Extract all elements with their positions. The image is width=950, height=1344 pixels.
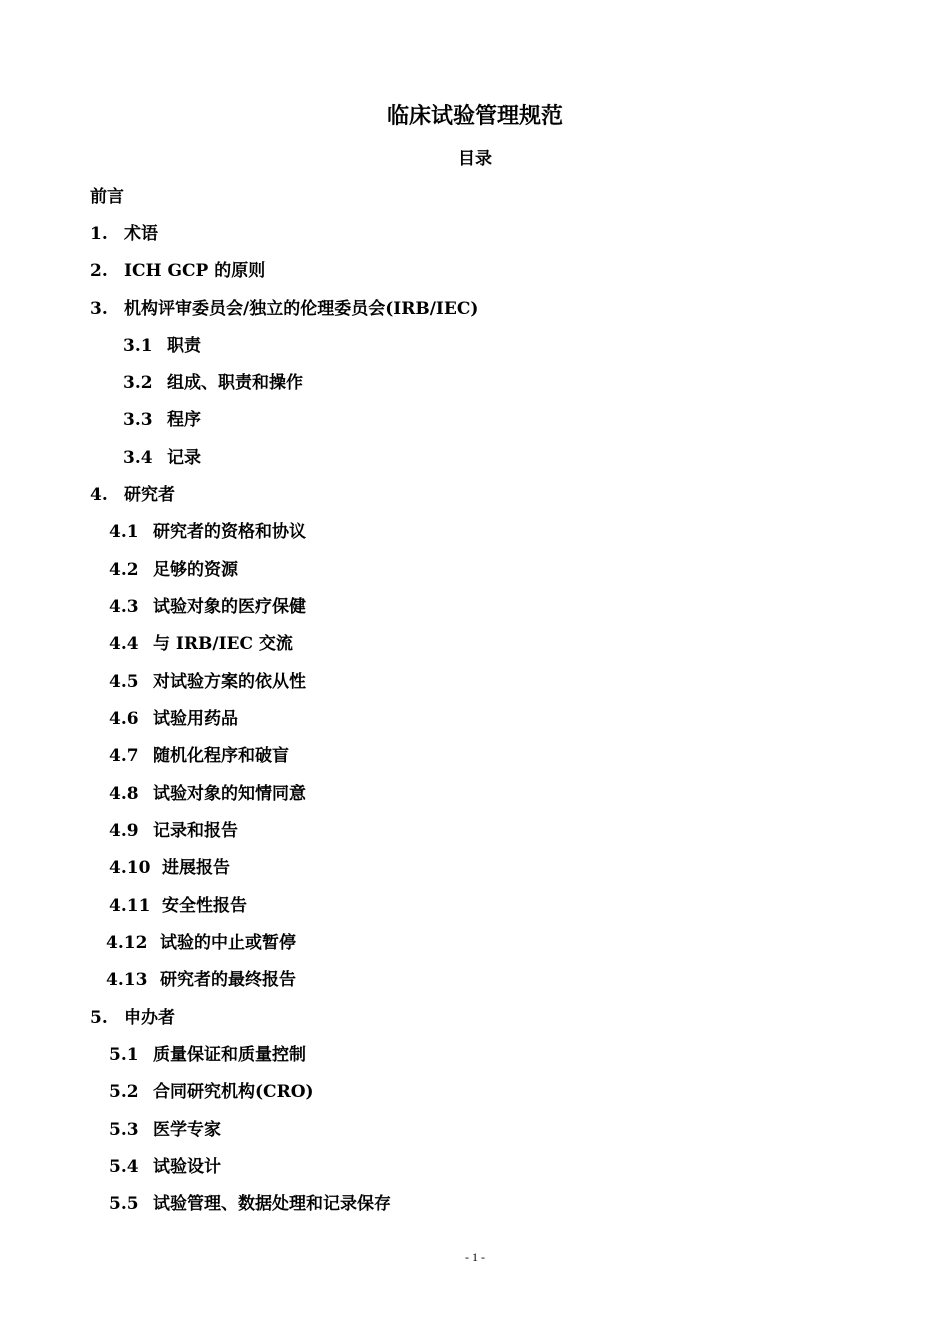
toc-entry-number: 4.10 [109,858,151,878]
toc-entry-number: 4.1 [109,522,139,542]
toc-entry-text: 试验用药品 [153,709,238,729]
toc-entry-text: 试验设计 [153,1157,221,1177]
toc-entry-4-12[interactable] [106,930,296,956]
toc-entry-number: 3. [90,299,108,319]
toc-entry-number: 4.7 [109,746,139,766]
toc-entry-5-5[interactable] [109,1191,391,1217]
toc-entry-text: 前言 [90,187,124,207]
toc-entry-5-4[interactable] [109,1154,221,1180]
toc-entry-number: 4.2 [109,560,139,580]
toc-entry-4-6[interactable] [109,706,238,732]
toc-entry-number: 4. [90,485,108,505]
toc-entry-text: 安全性报告 [162,896,247,916]
toc-entry-number: 4.13 [106,970,148,990]
toc-entry-number: 4.3 [109,597,139,617]
toc-entry-text: 对试验方案的依从性 [153,672,306,692]
toc-entry-3-3[interactable] [123,407,201,433]
toc-entry-text: 研究者 [124,485,175,505]
toc-entry-number: 5.5 [109,1194,139,1214]
toc-entry-number: 5.2 [109,1082,139,1102]
toc-entry-4[interactable] [90,482,175,508]
toc-entry-text: 研究者的资格和协议 [153,522,306,542]
toc-entry-number: 5. [90,1008,108,1028]
toc-entry-text: 试验对象的医疗保健 [153,597,306,617]
toc-entry-3-4[interactable] [123,445,201,471]
toc-entry-number: 4.9 [109,821,139,841]
toc-entry-number: 4.5 [109,672,139,692]
toc-entry-5-1[interactable] [109,1042,306,1068]
toc-entry-text: 合同研究机构(CRO) [153,1082,314,1102]
toc-heading: 目录 [458,149,492,169]
toc-entry-3-1[interactable] [123,333,201,359]
toc-entry-4-5[interactable] [109,669,306,695]
toc-entry-text: ICH GCP 的原则 [124,261,266,281]
toc-entry-number: 2. [90,261,108,281]
page-number: - 1 - [465,1250,485,1264]
toc-entry-number: 4.8 [109,784,139,804]
toc-entry-text: 质量保证和质量控制 [153,1045,306,1065]
toc-entry-4-9[interactable] [109,818,238,844]
toc-entry-text: 与 IRB/IEC 交流 [153,634,293,654]
toc-entry-number: 4.11 [109,896,151,916]
toc-entry-number: 1. [90,224,108,244]
toc-entry-text: 术语 [124,224,158,244]
toc-entry-text: 记录和报告 [153,821,238,841]
toc-entry-number: 5.3 [109,1120,139,1140]
toc-entry-text: 组成、职责和操作 [167,373,303,393]
toc-entry-1[interactable] [90,221,158,247]
toc-entry-preface[interactable] [90,184,124,210]
toc-entry-3[interactable] [90,296,478,322]
toc-entry-4-13[interactable] [106,967,296,993]
toc-entry-4-11[interactable] [109,893,247,919]
toc-entry-4-3[interactable] [109,594,306,620]
toc-entry-2[interactable] [90,258,265,284]
toc-entry-text: 记录 [167,448,201,468]
toc-entry-text: 职责 [167,336,201,356]
toc-entry-text: 医学专家 [153,1120,221,1140]
toc-entry-text: 研究者的最终报告 [160,970,296,990]
toc-entry-number: 4.4 [109,634,139,654]
toc-entry-number: 3.1 [123,336,153,356]
document-title: 临床试验管理规范 [386,103,563,129]
toc-entry-text: 机构评审委员会/独立的伦理委员会(IRB/IEC) [124,299,479,319]
toc-entry-number: 4.12 [106,933,148,953]
toc-entry-text: 进展报告 [162,858,230,878]
toc-entry-number: 5.4 [109,1157,139,1177]
toc-entry-text: 申办者 [124,1008,175,1028]
toc-entry-number: 4.6 [109,709,139,729]
toc-entry-5-3[interactable] [109,1117,221,1143]
toc-entry-text: 试验的中止或暂停 [160,933,296,953]
toc-entry-5-2[interactable] [109,1079,314,1105]
toc-entry-number: 3.4 [123,448,153,468]
toc-entry-text: 试验管理、数据处理和记录保存 [153,1194,391,1214]
toc-entry-4-10[interactable] [109,855,230,881]
toc-entry-5[interactable] [90,1005,175,1031]
toc-entry-3-2[interactable] [123,370,303,396]
toc-entry-4-4[interactable] [109,631,293,657]
toc-entry-number: 3.3 [123,410,153,430]
toc-entry-4-2[interactable] [109,557,238,583]
toc-entry-number: 5.1 [109,1045,139,1065]
toc-entry-4-7[interactable] [109,743,289,769]
toc-entry-number: 3.2 [123,373,153,393]
toc-entry-4-1[interactable] [109,519,306,545]
toc-entry-text: 足够的资源 [153,560,238,580]
toc-entry-text: 试验对象的知情同意 [153,784,306,804]
toc-entry-4-8[interactable] [109,781,306,807]
toc-entry-text: 随机化程序和破盲 [153,746,289,766]
toc-entry-text: 程序 [167,410,201,430]
